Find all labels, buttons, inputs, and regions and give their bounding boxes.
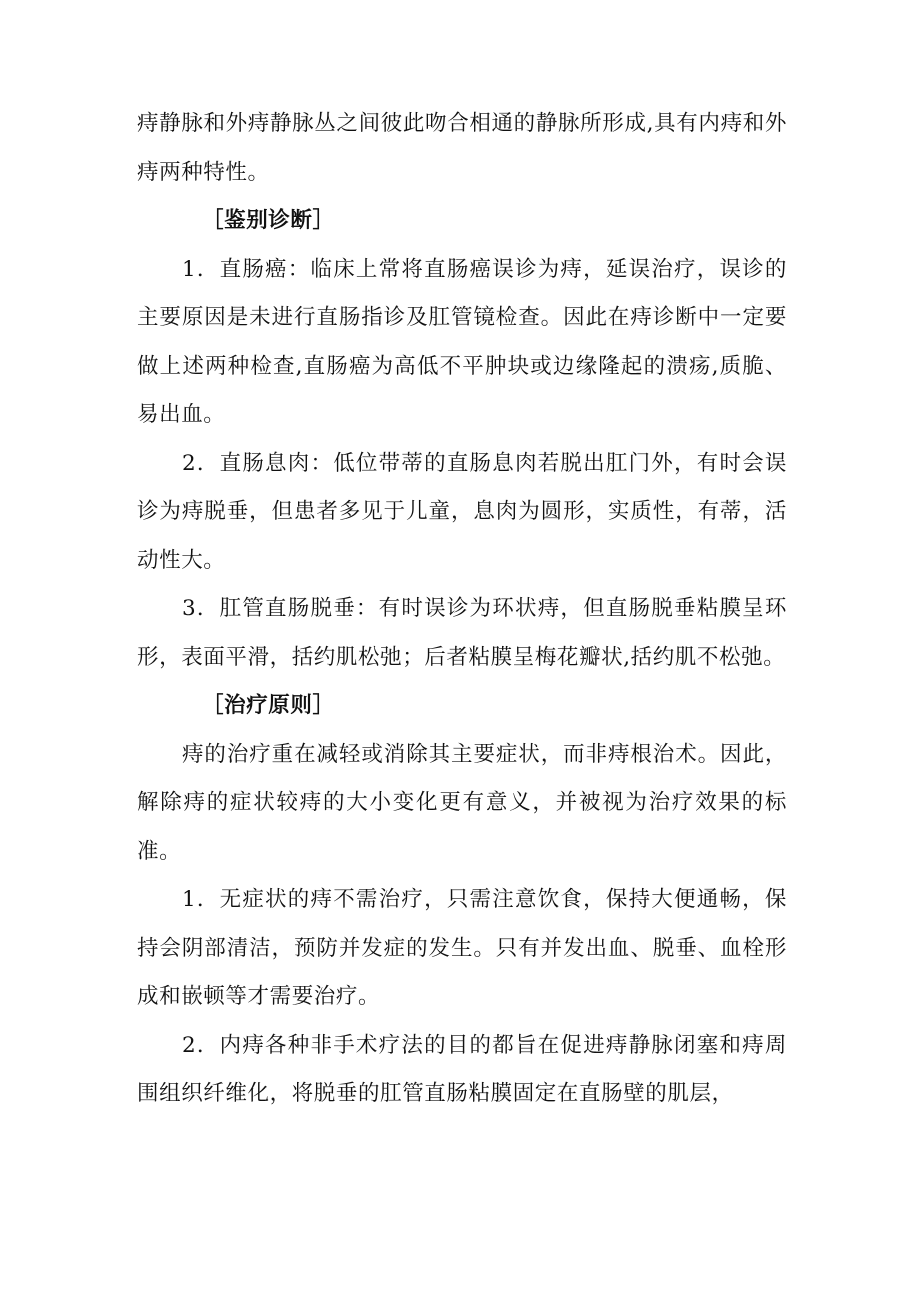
section-heading-treatment-principles: ［治疗原则］ — [202, 693, 335, 718]
paragraph-continuation: 痔静脉和外痔静脉丛之间彼此吻合相通的静脉所形成,具有内痔和外痔两种特性。 — [137, 111, 787, 185]
paragraph-treatment-intro: 痔的治疗重在减轻或消除其主要症状，而非痔根治术。因此，解除痔的症状较痔的大小变化更有意义，并被视为治疗效果的标准。 — [137, 741, 787, 864]
paragraph-item-rectal-cancer: 1．直肠癌：临床上常将直肠癌误诊为痔，延误治疗，误诊的主要原因是未进行直肠指诊及肛管镜检查。因此在痔诊断中一定要做上述两种检查,直肠癌为高低不平肿块或边缘隆起的溃疡,质脆、易出血。 — [137, 256, 787, 427]
paragraph-item-rectal-prolapse: 3．肛管直肠脱垂：有时误诊为环状痔，但直肠脱垂粘膜呈环形，表面平滑，括约肌松弛；后者粘膜呈梅花瓣状,括约肌不松弛。 — [137, 596, 787, 670]
paragraph-item-asymptomatic: 1．无症状的痔不需治疗，只需注意饮食，保持大便通畅，保持会阴部清洁，预防并发症的发生。只有并发出血、脱垂、血栓形成和嵌顿等才需要治疗。 — [137, 887, 787, 1009]
paragraph-item-rectal-polyp: 2．直肠息肉：低位带蒂的直肠息肉若脱出肛门外，有时会误诊为痔脱垂，但患者多见于儿童，息肉为圆形，实质性，有蒂，活动性大。 — [137, 450, 787, 573]
section-heading-differential-diagnosis: ［鉴别诊断］ — [202, 208, 335, 233]
document-page — [137, 100, 787, 1119]
paragraph-item-nonsurgical: 2．内痔各种非手术疗法的目的都旨在促进痔静脉闭塞和痔周围组织纤维化，将脱垂的肛管直肠粘膜固定在直肠壁的肌层， — [137, 1032, 787, 1106]
